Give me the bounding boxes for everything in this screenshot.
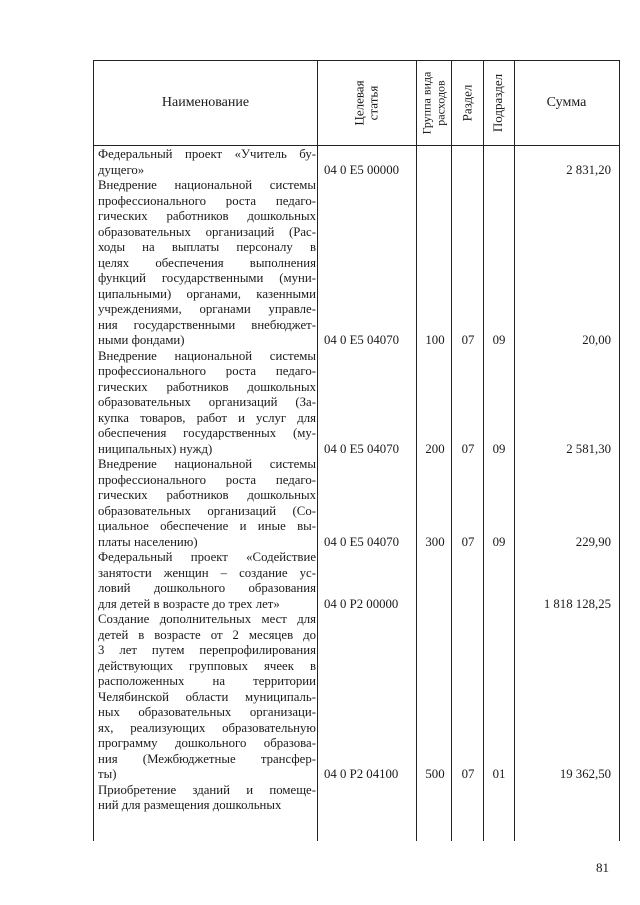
row-sum: 229,90 xyxy=(575,534,611,549)
row-target-code: 04 0 E5 00000 xyxy=(324,162,400,177)
table-row xyxy=(94,457,619,550)
row-target-code: 04 0 E5 04070 xyxy=(324,333,400,347)
row-target-code: 04 0 E5 04070 xyxy=(324,441,400,456)
table-row xyxy=(94,178,619,349)
row-name-line: действующих групповых ячеек в xyxy=(98,658,316,673)
row-name xyxy=(98,349,316,458)
row-name xyxy=(98,147,316,178)
row-name-line: ты) xyxy=(98,767,117,781)
row-group: 300 xyxy=(425,534,445,549)
row-name-line: циальное обеспечение и иные вы- xyxy=(98,519,316,533)
header-section: Раздел xyxy=(459,84,474,122)
row-subsection: 09 xyxy=(492,333,506,347)
row-name-line: образовательных организаций (За- xyxy=(98,395,316,409)
row-name-line: ний для размещения дошкольных xyxy=(98,798,282,812)
header-name: Наименование xyxy=(161,95,250,110)
row-name-line: целях обеспечения выполнения xyxy=(98,255,316,270)
header-name-cell xyxy=(94,61,317,145)
page-number: 81 xyxy=(596,860,609,875)
row-name-line: детей в возрасте от 2 месяцев до xyxy=(98,627,316,642)
row-name xyxy=(98,178,316,349)
row-name-line: Внедрение национальной системы xyxy=(98,457,316,471)
table-row xyxy=(94,783,619,814)
row-name-line: гических работников дошкольных xyxy=(98,379,316,394)
table-row xyxy=(94,550,619,612)
row-name-line: программу дошкольного образова- xyxy=(98,736,316,750)
row-name-line: занятости женщин – создание ус- xyxy=(98,565,316,580)
header-section-cell xyxy=(451,61,483,145)
row-name-line: ципальными) органами, казенными xyxy=(98,286,316,301)
header-group-cell xyxy=(416,61,451,145)
row-name-line: Челябинской области муниципаль- xyxy=(98,689,316,704)
row-name-line: Федеральный проект «Учитель бу- xyxy=(98,147,316,161)
header-sum-cell xyxy=(514,61,619,145)
row-name-line: 3 лет путем перепрофилирования xyxy=(98,643,316,657)
row-name-line: для детей в возрасте до трех лет» xyxy=(98,596,280,611)
row-name-line: ниципальных) нужд) xyxy=(98,441,213,456)
row-name-line: образовательных организаций (Со- xyxy=(98,503,316,518)
row-section: 07 xyxy=(461,333,475,347)
header-subsection-cell xyxy=(483,61,514,145)
header-subsection: Подраздел xyxy=(490,73,506,133)
row-group: 500 xyxy=(425,767,445,781)
row-name-line: обеспечения государственных (му- xyxy=(98,426,316,440)
row-name-line: ния государственными внебюджет- xyxy=(98,317,316,332)
table-row xyxy=(94,612,619,783)
table-row xyxy=(94,349,619,458)
row-name-line: ях, реализующих образовательную xyxy=(98,720,316,735)
row-name-line: купка товаров, работ и услуг для xyxy=(98,410,316,425)
row-name-line: Внедрение национальной системы xyxy=(98,178,316,192)
header-divider xyxy=(94,145,619,146)
row-name xyxy=(98,457,316,550)
row-sum: 20,00 xyxy=(582,333,611,347)
row-target-code: 04 0 P2 04100 xyxy=(324,767,399,781)
row-group: 200 xyxy=(425,441,445,456)
row-name-line: Создание дополнительных мест для xyxy=(98,612,316,626)
row-name-line: Федеральный проект «Содействие xyxy=(98,550,316,564)
row-sum: 2 581,30 xyxy=(566,441,611,456)
row-section: 07 xyxy=(461,767,475,781)
row-name-line: ными фондами) xyxy=(98,333,185,347)
row-group: 100 xyxy=(425,333,445,347)
row-target-code: 04 0 P2 00000 xyxy=(324,596,399,611)
header-sum: Сумма xyxy=(546,95,587,110)
row-name-line: ходы на выплаты персоналу в xyxy=(98,240,316,254)
row-name xyxy=(98,550,316,612)
row-name-line: Приобретение зданий и помеще- xyxy=(98,782,316,797)
budget-table xyxy=(93,60,620,841)
row-name-line: Внедрение национальной системы xyxy=(98,348,316,363)
row-name-line: функций государственными (муни- xyxy=(98,271,316,285)
header-target: Целевая статья xyxy=(351,80,381,126)
row-name-line: профессионального роста педаго- xyxy=(98,193,316,208)
row-name-line: гических работников дошкольных xyxy=(98,209,316,223)
row-name-line: платы населению) xyxy=(98,534,198,549)
row-sum: 19 362,50 xyxy=(559,767,611,781)
row-name-line: ных образовательных организаци- xyxy=(98,705,316,719)
row-name-line: гических работников дошкольных xyxy=(98,488,316,502)
header-target-cell xyxy=(317,61,416,145)
header-group: Группа вида расходов xyxy=(419,71,448,135)
row-name-line: расположенных на территории xyxy=(98,674,316,688)
row-name-line: профессионального роста педаго- xyxy=(98,364,316,378)
row-name-line: дущего» xyxy=(98,162,145,177)
row-name xyxy=(98,783,316,814)
row-subsection: 01 xyxy=(492,767,506,781)
row-name-line: учреждениями, органами управле- xyxy=(98,302,316,316)
row-name-line: ния (Межбюджетные трансфер- xyxy=(98,751,316,766)
row-section: 07 xyxy=(461,441,475,456)
row-name-line: образовательных организаций (Рас- xyxy=(98,224,316,239)
row-name xyxy=(98,612,316,783)
row-sum: 2 831,20 xyxy=(566,162,611,177)
row-section: 07 xyxy=(461,534,475,549)
row-sum: 1 818 128,25 xyxy=(543,596,611,611)
row-name-line: профессионального роста педаго- xyxy=(98,472,316,487)
row-subsection: 09 xyxy=(492,534,506,549)
table-row xyxy=(94,147,619,178)
row-target-code: 04 0 E5 04070 xyxy=(324,534,400,549)
row-subsection: 09 xyxy=(492,441,506,456)
row-name-line: ловий дошкольного образования xyxy=(98,581,316,595)
